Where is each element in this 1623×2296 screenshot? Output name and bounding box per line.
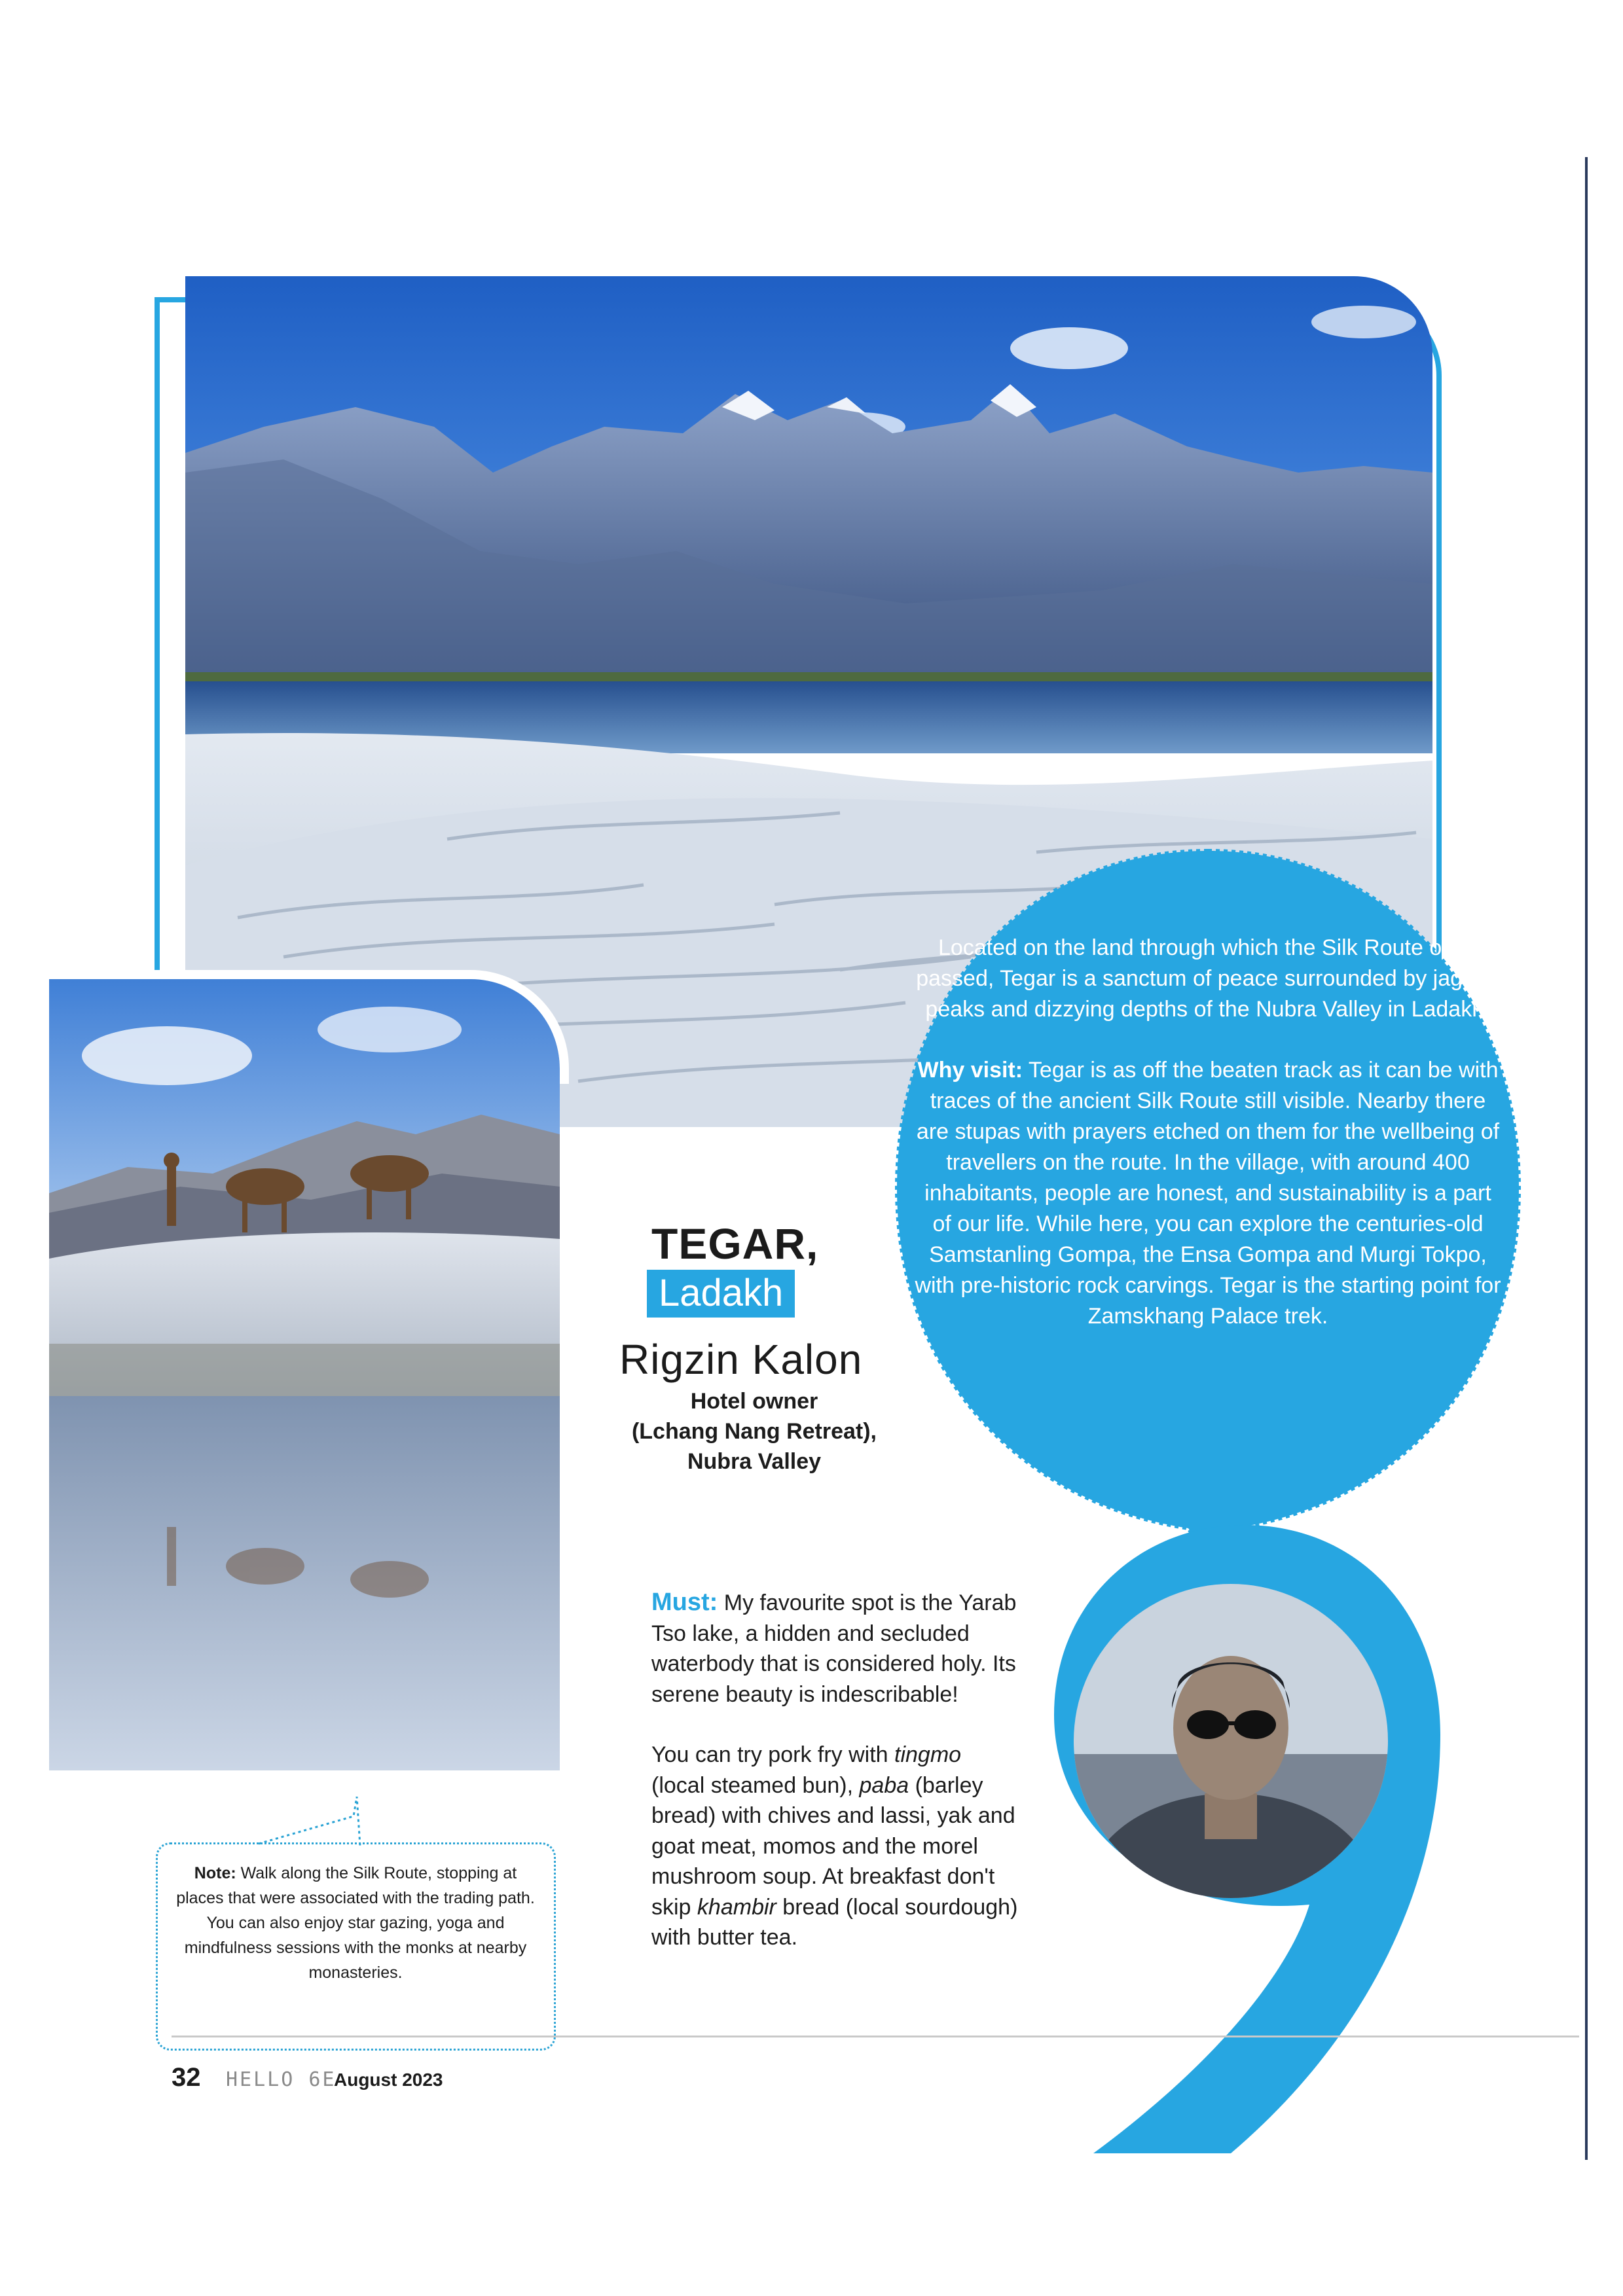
role-line-1: Hotel owner [690, 1389, 818, 1414]
role-line-3: Nubra Valley [687, 1449, 822, 1474]
camel-photo-corner-outline [49, 970, 569, 1084]
camel-trek-photo [49, 977, 560, 1770]
must-text: My favourite spot is the Yarab Tso lake, a hidden and secluded waterbody that is considered holy. Its serene beauty is indescribable! [651, 1590, 1017, 1707]
page-number: 32 [172, 2063, 201, 2092]
person-role [597, 1386, 911, 1477]
note-label: Note: [194, 1864, 236, 1882]
person-portrait [1074, 1584, 1388, 1898]
food-paragraph [651, 1740, 1018, 1953]
page-edge-rule [1585, 157, 1588, 2160]
food-text-2: (local steamed bun), [651, 1772, 860, 1798]
food-paba: paba [859, 1772, 909, 1798]
must-paragraph [651, 1587, 1018, 1710]
footer-rule [172, 2036, 1579, 2037]
food-text-1: You can try pork fry with [651, 1742, 895, 1767]
article-body [651, 1587, 1018, 1953]
must-label: Must: [651, 1588, 718, 1616]
note-callout-tail [255, 1797, 386, 1849]
person-name: Rigzin Kalon [619, 1336, 863, 1383]
note-text [169, 1861, 542, 1985]
note-body: Walk along the Silk Route, stopping at places that were associated with the trading path. You can also enjoy star gazing, yoga and mindfulness sessions with the monks at nearby monasteries. [176, 1864, 535, 1982]
region-badge: Ladakh [647, 1270, 795, 1318]
food-tingmo: tingmo [894, 1742, 962, 1767]
bubble-why-visit [913, 1055, 1503, 1332]
food-text-3: (barley bread) with chives and lassi, yak and goat meat, momos and the morel mushroom soup. At breakfast don't skip [651, 1772, 1015, 1920]
role-line-2: (Lchang Nang Retreat), [631, 1419, 877, 1444]
food-khambir: khambir [697, 1894, 776, 1920]
food-text-4: bread (local sourdough) with butter tea. [651, 1894, 1018, 1950]
why-visit-text: Tegar is as off the beaten track as it can be with traces of the ancient Silk Route still visible. Nearby there are stupas with prayers etched on them for the wellbeing of travellers on the route. In the village, with around 400 inhabitants, people are honest, and sustainability is a part of our life. While here, you can explore the centuries-old Samstanling Gompa, the Ensa Gompa and Murgi Tokpo, with pre-historic rock carvings. Tegar is the starting point for Zamskhang Palace trek. [915, 1058, 1501, 1329]
bubble-text [913, 933, 1503, 1332]
magazine-name: HELLO 6E [226, 2068, 337, 2091]
bubble-intro: Located on the land through which the Silk Route once passed, Tegar is a sanctum of peace surrounded by jagged peaks and dizzying depths of the Nubra Valley in Ladakh. [916, 935, 1500, 1022]
why-visit-label: Why visit: [917, 1058, 1023, 1083]
issue-date: August 2023 [334, 2070, 443, 2090]
place-title: TEGAR, [651, 1219, 819, 1268]
